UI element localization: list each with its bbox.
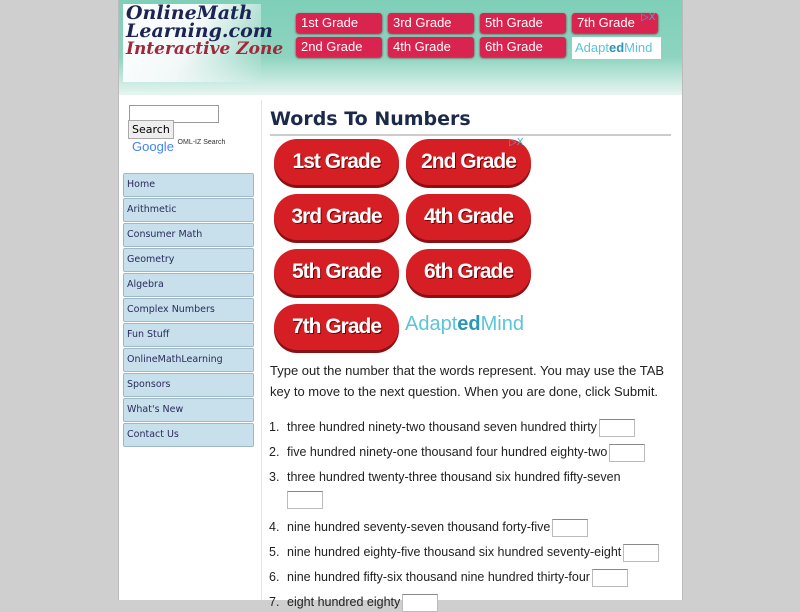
question-number: 4. — [269, 520, 280, 534]
question-item — [269, 417, 689, 442]
question-item — [269, 567, 689, 592]
brand-text: Mind — [480, 313, 524, 335]
answer-input[interactable] — [609, 444, 645, 462]
google-logo: Google — [132, 139, 174, 154]
ad-5th-grade-button[interactable]: 5th Grade — [274, 249, 399, 295]
question-number: 2. — [269, 445, 280, 459]
ad-3rd-grade-button[interactable]: 3rd Grade — [388, 13, 474, 33]
ad-1st-grade-button[interactable]: 1st Grade — [296, 13, 382, 33]
instructions: Type out the number that the words represent. You may use the TAB key to move to the next question. When you are done, click Submit. — [270, 363, 665, 399]
answer-input[interactable] — [592, 569, 628, 587]
ad-3rd-grade-button[interactable]: 3rd Grade — [274, 194, 399, 240]
ad-close-icon[interactable]: ▷X — [509, 137, 524, 148]
ad-2nd-grade-button[interactable]: 2nd Grade — [296, 37, 382, 57]
nav-consumer-math[interactable]: Consumer Math — [123, 223, 254, 247]
question-number: 6. — [269, 570, 280, 584]
grade-ad[interactable] — [271, 137, 533, 355]
question-text: nine hundred fifty-six thousand nine hundred thirty-four — [287, 570, 590, 584]
answer-input[interactable] — [402, 594, 438, 612]
ad-4th-grade-button[interactable]: 4th Grade — [388, 37, 474, 57]
nav-algebra[interactable]: Algebra — [123, 273, 254, 297]
question-text: five hundred ninety-one thousand four hundred eighty-two — [287, 445, 608, 459]
question-item — [269, 517, 689, 542]
question-text: nine hundred eighty-five thousand six hundred seventy-eight — [287, 545, 622, 559]
question-text: three hundred twenty-three thousand six hundred fifty-seven — [287, 470, 621, 484]
brand-text: Adapt — [405, 313, 458, 335]
page-title: Words To Numbers — [270, 108, 471, 130]
ad-2nd-grade-button[interactable]: 2nd Grade — [406, 139, 531, 185]
logo-line-3: Interactive Zone — [126, 39, 284, 59]
logo-line-2: Learning.com — [126, 20, 273, 42]
column-divider — [261, 100, 262, 600]
question-number: 5. — [269, 545, 280, 559]
nav-sponsors[interactable]: Sponsors — [123, 373, 254, 397]
answer-input[interactable] — [623, 544, 659, 562]
brand-text-bold: ed — [457, 313, 481, 335]
ad-5th-grade-button[interactable]: 5th Grade — [480, 13, 566, 33]
google-search-branding — [132, 139, 225, 154]
ad-1st-grade-button[interactable]: 1st Grade — [274, 139, 399, 185]
ad-6th-grade-button[interactable]: 6th Grade — [480, 37, 566, 57]
ad-7th-grade-button[interactable]: 7th Grade — [274, 304, 399, 350]
answer-input[interactable] — [287, 491, 323, 509]
site-logo[interactable] — [123, 2, 284, 82]
question-text: eight hundred eighty — [287, 595, 401, 609]
search-label: OML-IZ Search — [177, 139, 226, 146]
question-number: 3. — [269, 470, 280, 484]
ad-close-icon[interactable]: ▷X — [641, 12, 656, 23]
answer-input[interactable] — [599, 419, 635, 437]
question-item — [269, 592, 689, 612]
page — [118, 0, 683, 609]
logo-line-1: OnlineMath — [126, 2, 253, 24]
adaptedmind-logo[interactable] — [572, 37, 661, 59]
sidebar-nav — [123, 173, 254, 448]
nav-onlinemathlearning[interactable]: OnlineMathLearning — [123, 348, 254, 372]
brand-text-bold: ed — [608, 40, 625, 55]
question-text: nine hundred seventy-seven thousand forty-five — [287, 520, 551, 534]
nav-home[interactable]: Home — [123, 173, 254, 197]
question-item — [269, 542, 689, 567]
question-item — [269, 442, 689, 467]
header — [119, 0, 682, 95]
ad-4th-grade-button[interactable]: 4th Grade — [406, 194, 531, 240]
search-button[interactable]: Search — [128, 120, 174, 139]
nav-whats-new[interactable]: What's New — [123, 398, 254, 422]
nav-geometry[interactable]: Geometry — [123, 248, 254, 272]
adaptedmind-logo[interactable] — [405, 313, 524, 336]
title-rule — [270, 134, 671, 136]
question-item — [269, 467, 689, 517]
brand-text: Mind — [624, 40, 653, 55]
question-number: 1. — [269, 420, 280, 434]
nav-contact-us[interactable]: Contact Us — [123, 423, 254, 447]
brand-text: Adapt — [575, 40, 609, 55]
nav-complex-numbers[interactable]: Complex Numbers — [123, 298, 254, 322]
question-number: 7. — [269, 595, 280, 609]
question-text: three hundred ninety-two thousand seven hundred thirty — [287, 420, 597, 434]
nav-fun-stuff[interactable]: Fun Stuff — [123, 323, 254, 347]
ad-7th-grade-button[interactable]: 7th Grade — [572, 13, 658, 33]
ad-6th-grade-button[interactable]: 6th Grade — [406, 249, 531, 295]
question-list — [269, 417, 689, 612]
top-ad-banner[interactable] — [296, 13, 661, 61]
nav-arithmetic[interactable]: Arithmetic — [123, 198, 254, 222]
answer-input[interactable] — [552, 519, 588, 537]
